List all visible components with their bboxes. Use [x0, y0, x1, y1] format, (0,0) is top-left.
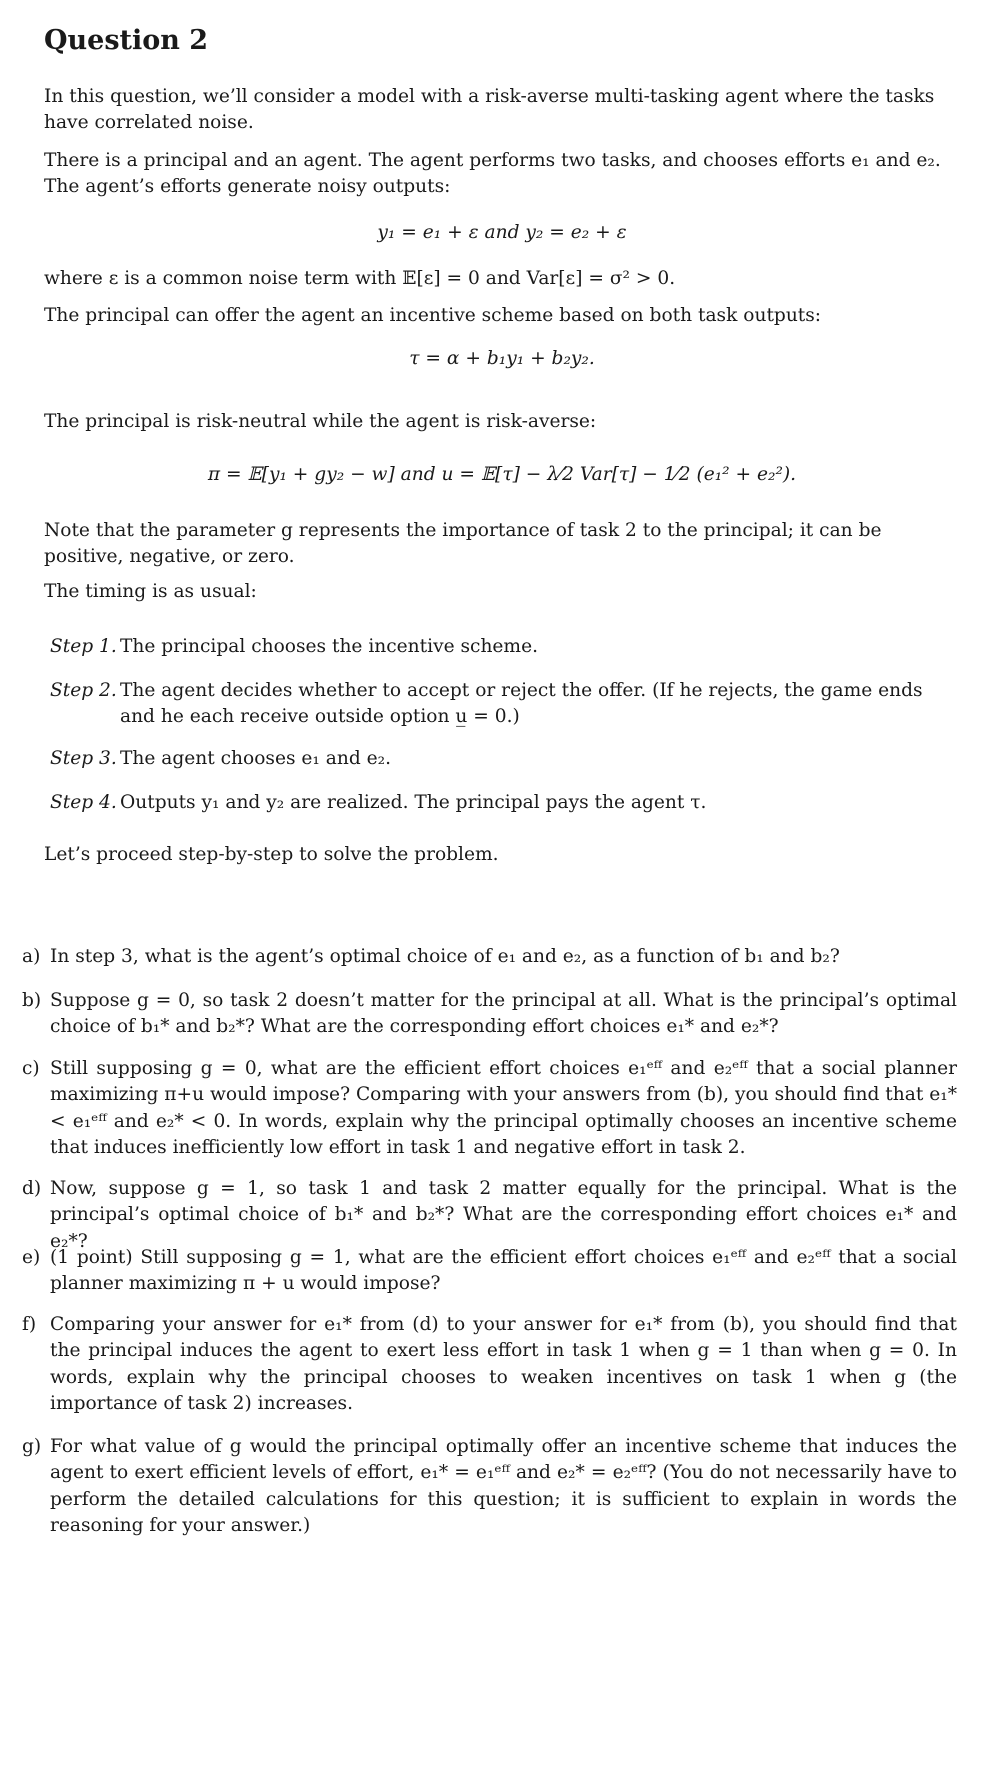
question-text: (1 point) Still supposing g = 1, what are the efficient effort choices e₁ᵉᶠᶠ and e₂ᵉᶠᶠ that a social planner maximizing π + u would impose? [50, 1247, 957, 1295]
question-letter: b) [22, 990, 42, 1011]
step-label: Step 1. [50, 636, 117, 657]
step-text: Outputs y₁ and y₂ are realized. The principal pays the agent τ. [120, 792, 707, 813]
question-text: Comparing your answer for e₁* from (d) to your answer for e₁* from (b), you should find that the principal induces the agent to exert less effort in task 1 when g = 1 than when g = 0. In words, explain why the principal chooses to weaken incentives on task 1 when g (the importance of task 2) increases. [50, 1314, 957, 1415]
question-letter: d) [22, 1178, 42, 1199]
timing-sentence: The timing is as usual: [44, 581, 257, 602]
question-text: For what value of g would the principal optimally offer an incentive scheme that induces the agent to exert efficient levels of effort, e₁* = e₁ᵉᶠᶠ and e₂* = e₂ᵉᶠᶠ? (You do not necessarily have to perform the detailed calculations for this question; it is sufficient to explain in words the reasoning for your answer.) [50, 1436, 957, 1537]
question-text: In step 3, what is the agent’s optimal choice of e₁ and e₂, as a function of b₁ and b₂? [50, 946, 840, 967]
question-letter: c) [22, 1058, 40, 1079]
noise-sentence: where ε is a common noise term with 𝔼[ε] = 0 and Var[ε] = σ² > 0. [44, 268, 676, 289]
question-letter: a) [22, 946, 41, 967]
note-paragraph: Note that the parameter g represents the importance of task 2 to the principal; it can be positive, negative, or zero. [44, 520, 882, 568]
intro-paragraph: In this question, we’ll consider a model with a risk-averse multi-tasking agent where the tasks have correlated noise. [44, 86, 935, 134]
outputs-equation: y₁ = e₁ + ε and y₂ = e₂ + ε [377, 222, 627, 243]
scheme-equation: τ = α + b₁y₁ + b₂y₂. [409, 348, 595, 369]
question-letter: g) [22, 1436, 42, 1457]
question-letter: e) [22, 1247, 41, 1268]
question-title: Question 2 [44, 25, 209, 56]
question-text: Suppose g = 0, so task 2 doesn’t matter for the principal at all. What is the principal’s optimal choice of b₁* and b₂*? What are the corresponding effort choices e₁* and e₂*? [50, 990, 957, 1038]
step-text: The principal chooses the incentive scheme. [120, 636, 538, 657]
payoffs-equation: π = 𝔼[y₁ + gy₂ − w] and u = 𝔼[τ] − λ⁄2 Var[τ] − 1⁄2 (e₁² + e₂²). [207, 464, 797, 485]
risk-sentence: The principal is risk-neutral while the agent is risk-averse: [44, 411, 597, 432]
question-text: Still supposing g = 0, what are the efficient effort choices e₁ᵉᶠᶠ and e₂ᵉᶠᶠ that a social planner maximizing π+u would impose? Comparing with your answers from (b), you should find that e₁* < e₁ᵉᶠᶠ and e₂* < 0. In words, explain why the principal optimally chooses an incentive scheme that induces inefficiently low effort in task 1 and negative effort in task 2. [50, 1058, 957, 1159]
proceed-sentence: Let’s proceed step-by-step to solve the problem. [44, 844, 499, 865]
scheme-intro: The principal can offer the agent an incentive scheme based on both task outputs: [44, 305, 822, 326]
step-label: Step 3. [50, 748, 117, 769]
step-label: Step 2. [50, 680, 117, 701]
step-text: The agent decides whether to accept or reject the offer. (If he rejects, the game ends and he each receive outside option u̲ = 0.) [120, 680, 923, 728]
step-label: Step 4. [50, 792, 117, 813]
setup-paragraph: There is a principal and an agent. The agent performs two tasks, and chooses efforts e₁ and e₂. The agent’s efforts generate noisy outputs: [44, 150, 941, 198]
question-text: Now, suppose g = 1, so task 1 and task 2 matter equally for the principal. What is the principal’s optimal choice of b₁* and b₂*? What are the corresponding effort choices e₁* and e₂*? [50, 1178, 957, 1252]
step-text: The agent chooses e₁ and e₂. [120, 748, 392, 769]
question-letter: f) [22, 1314, 37, 1335]
